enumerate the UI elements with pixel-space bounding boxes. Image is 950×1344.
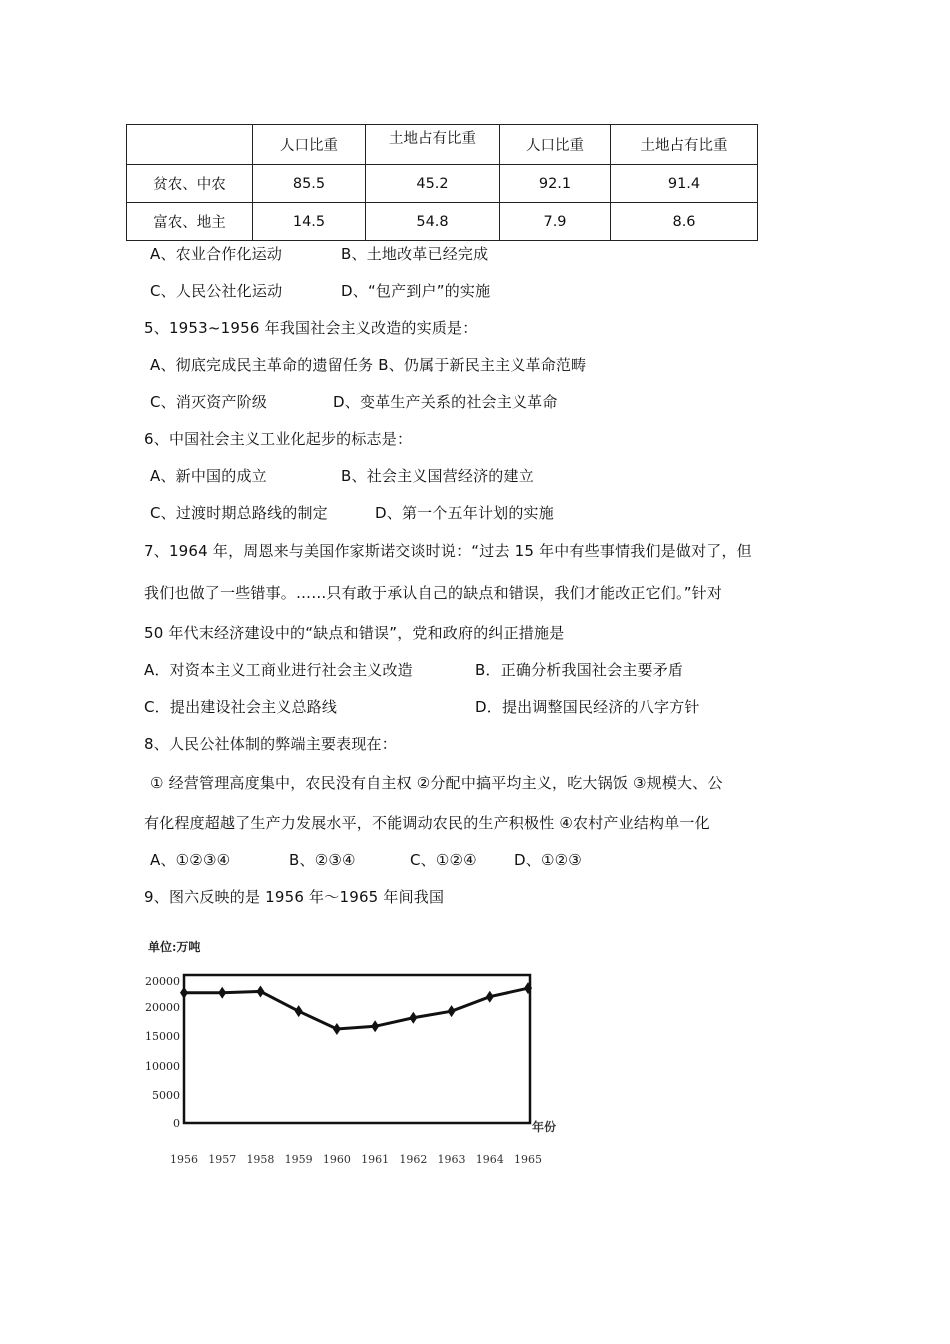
plot-frame — [184, 975, 530, 1123]
chart-unit-label: 单位:万吨 — [148, 940, 201, 954]
q8-stem: 8、人民公社体制的弊端主要表现在： — [144, 735, 397, 753]
table-row — [127, 203, 758, 241]
q4-option-a: A、农业合作化运动 — [150, 245, 283, 263]
q4-option-c: C、人民公社化运动 — [150, 282, 283, 300]
q7-stem-line2: 我们也做了一些错事。……只有敢于承认自己的缺点和错误，我们才能改正它们。”针对 — [144, 584, 723, 602]
table-header-cell: 人口比重 — [253, 125, 366, 165]
table-cell: 54.8 — [366, 203, 500, 241]
table-header-cell: 土地占有比重 — [366, 125, 500, 165]
q6-option-b: B、社会主义国营经济的建立 — [341, 467, 534, 485]
data-point — [333, 1023, 341, 1035]
q5-option-c: C、消灭资产阶级 — [150, 393, 268, 411]
q5-stem: 5、1953~1956 年我国社会主义改造的实质是： — [144, 319, 478, 337]
table-header-cell: 人口比重 — [500, 125, 611, 165]
q7-option-d: D．提出调整国民经济的八字方针 — [475, 698, 700, 716]
x-tick-label: 1963 — [437, 1153, 466, 1166]
x-tick-label: 1961 — [361, 1153, 390, 1166]
q6-option-a: A、新中国的成立 — [150, 467, 267, 485]
data-point — [486, 991, 494, 1003]
q5-options-ab: A、彻底完成民主革命的遗留任务 B、仍属于新民主主义革命范畴 — [150, 356, 587, 374]
land-population-table — [126, 124, 758, 241]
series-line — [184, 988, 528, 1029]
x-tick-label: 1958 — [246, 1153, 275, 1166]
table-cell: 92.1 — [500, 165, 611, 203]
q8-option-a: A、①②③④ — [150, 851, 231, 869]
q7-option-a: A．对资本主义工商业进行社会主义改造 — [144, 661, 413, 679]
y-tick-label: 15000 — [145, 1030, 180, 1043]
q8-option-b: B、②③④ — [289, 851, 356, 869]
q5-option-d: D、变革生产关系的社会主义革命 — [333, 393, 558, 411]
table-row — [127, 165, 758, 203]
x-tick-label: 1957 — [208, 1153, 237, 1166]
q6-stem: 6、中国社会主义工业化起步的标志是： — [144, 430, 413, 448]
y-tick-label: 20000 — [145, 1001, 180, 1014]
q7-option-b: B．正确分析我国社会主要矛盾 — [475, 661, 684, 679]
table-header-row — [127, 125, 758, 165]
data-point — [218, 987, 226, 999]
table-cell: 8.6 — [611, 203, 758, 241]
data-point — [409, 1012, 417, 1024]
data-point — [295, 1005, 303, 1017]
q8-option-d: D、①②③ — [514, 851, 582, 869]
x-tick-label: 1962 — [399, 1153, 428, 1166]
q7-option-c: C．提出建设社会主义总路线 — [144, 698, 338, 716]
q7-stem-line1: 7、1964 年，周恩来与美国作家斯诺交谈时说：“过去 15 年中有些事情我们是做对了，但 — [144, 542, 752, 560]
q8-statement-line1: ① 经营管理高度集中，农民没有自主权 ②分配中搞平均主义，吃大锅饭 ③规模大、公 — [150, 774, 723, 792]
data-point — [256, 985, 264, 997]
q6-option-d: D、第一个五年计划的实施 — [375, 504, 554, 522]
table-cell: 91.4 — [611, 165, 758, 203]
table-cell: 7.9 — [500, 203, 611, 241]
y-tick-label: 0 — [173, 1117, 180, 1130]
table-cell: 85.5 — [253, 165, 366, 203]
q9-stem: 9、图六反映的是 1956 年～1965 年间我国 — [144, 888, 445, 906]
table-header-cell: 土地占有比重 — [611, 125, 758, 165]
q7-stem-line3: 50 年代末经济建设中的“缺点和错误”，党和政府的纠正措施是 — [144, 624, 565, 642]
grain-output-line-chart — [140, 935, 560, 1175]
table-cell: 45.2 — [366, 165, 500, 203]
data-point — [180, 987, 188, 999]
table-cell: 14.5 — [253, 203, 366, 241]
data-point — [371, 1020, 379, 1032]
x-tick-label: 1956 — [170, 1153, 198, 1166]
y-tick-label: 5000 — [152, 1089, 180, 1102]
q6-option-c: C、过渡时期总路线的制定 — [150, 504, 328, 522]
y-tick-label: 10000 — [145, 1060, 180, 1073]
q4-option-d: D、“包产到户”的实施 — [341, 282, 491, 300]
table-cell: 富农、地主 — [127, 203, 253, 241]
x-axis-label: 年份 — [532, 1120, 557, 1134]
table-cell: 贫农、中农 — [127, 165, 253, 203]
x-tick-label: 1959 — [284, 1153, 313, 1166]
table-header-cell — [127, 125, 253, 165]
q8-option-c: C、①②④ — [410, 851, 477, 869]
x-tick-label: 1965 — [514, 1153, 542, 1166]
q4-option-b: B、土地改革已经完成 — [341, 245, 489, 263]
q8-statement-line2: 有化程度超越了生产力发展水平，不能调动农民的生产积极性 ④农村产业结构单一化 — [144, 814, 710, 832]
x-tick-label: 1960 — [322, 1153, 351, 1166]
y-tick-label: 20000 — [145, 975, 180, 988]
data-point — [448, 1005, 456, 1017]
x-tick-label: 1964 — [475, 1153, 504, 1166]
